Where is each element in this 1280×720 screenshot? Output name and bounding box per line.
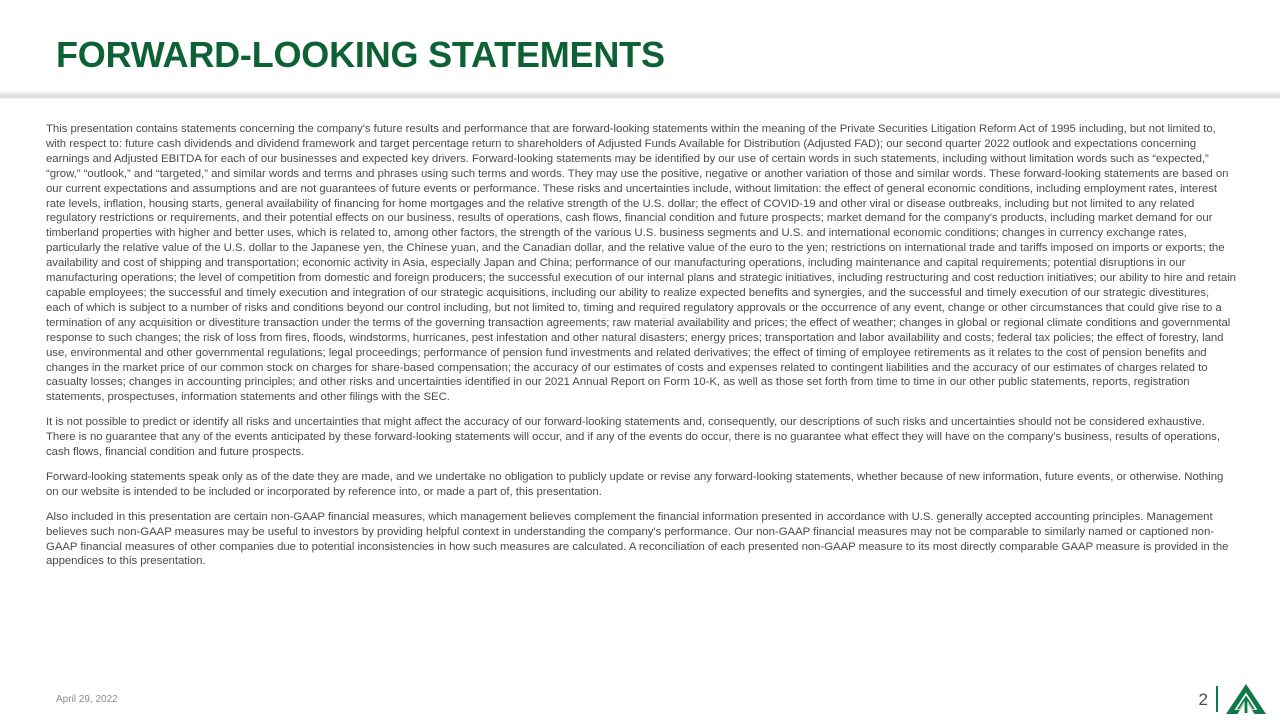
- paragraph-non-gaap-measures: Also included in this presentation are certain non-GAAP financial measures, which management believes complement the financial information presented in accordance with U.S. generally accepted accounting principles. Management believes such non-GAAP measures may be useful to investors by providing helpful context in understanding the company's performance. Our non-GAAP financial measures may not be comparable to similarly named or captioned non-GAAP financial measures of other companies due to potential inconsistencies in how such measures are calculated. A reconciliation of each presented non-GAAP measure to its most directly comparable GAAP measure is provided in the appendices to this presentation.: [46, 510, 1229, 568]
- header-divider: [0, 92, 1280, 99]
- paragraph-speak-as-of-date: Forward-looking statements speak only as of the date they are made, and we undertake no obligation to publicly update or revise any forward-looking statements, whether because of new information, future events, or otherwise. Nothing on our website is intended to be included or incorporated by reference into, or made a part of, this presentation.: [46, 470, 1224, 498]
- weyerhaeuser-triangle-logo-icon: [1226, 684, 1266, 714]
- slide-header: [0, 0, 1280, 92]
- slide-footer: [0, 672, 1280, 720]
- paragraph-no-guarantee: It is not possible to predict or identify all risks and uncertainties that might affect the accuracy of our forward-looking statements and, consequently, our descriptions of such risks and uncertainties should not be considered exhaustive. There is no guarantee that any of the events anticipated by these forward-looking statements will occur, and if any of the events do occur, there is no guarantee what effect they will have on the company's business, results of operations, cash flows, financial condition and future prospects.: [46, 416, 1220, 459]
- footer-brand-group: [1199, 682, 1266, 716]
- paragraph-legal-risk-factors: This presentation contains statements concerning the company's future results and performance that are forward-looking statements within the meaning of the Private Securities Litigation Reform Act of 1995 including, but not limited to, with respect to: future cash dividends and dividend framework and target percentage return to shareholders of Adjusted Funds Available for Distribution (Adjusted FAD); our second quarter 2022 outlook and expectations concerning earnings and Adjusted EBITDA for each of our businesses and expected key drivers. Forward-looking statements may be identified by our use of certain words in such statements, including without limitation words such as “expected,” “grow,” “outlook,” and “targeted,” and similar words and terms and phrases using such terms and words. They may use the positive, negative or another variation of those and similar words. These forward-looking statements are based on our current expectations and assumptions and are not guarantees of future events or performance. These risks and uncertainties include, without limitation: the effect of general economic conditions, including employment rates, interest rate levels, inflation, housing starts, general availability of financing for home mortgages and the relative strength of the U.S. dollar; the effect of COVID-19 and other viral or disease outbreaks, including but not limited to any related regulatory restrictions or requirements, and their potential effects on our business, results of operations, cash flows, financial condition and future prospects; market demand for the company's products, including market demand for our timberland properties with higher and better uses, which is related to, among other factors, the strength of the various U.S. business segments and U.S. and international economic conditions; changes in currency exchange rates, particularly the relative value of the U.S. dollar to the Japanese yen, the Chinese yuan, and the Canadian dollar, and the relative value of the euro to the yen; restrictions on international trade and tariffs imposed on imports or exports; the availability and cost of shipping and transportation; economic activity in Asia, especially Japan and China; performance of our manufacturing operations, including maintenance and capital requirements; potential disruptions in our manufacturing operations; the level of competition from domestic and foreign producers; the successful execution of our internal plans and strategic initiatives, including restructuring and cost reduction initiatives; our ability to hire and retain capable employees; the successful and timely execution and integration of our strategic acquisitions, including our ability to realize expected benefits and synergies, and the successful and timely execution of our strategic divestitures, each of which is subject to a number of risks and conditions beyond our control including, but not limited to, timing and required regulatory approvals or the occurrence of any event, change or other circumstances that could give rise to a termination of any acquisition or divestiture transaction under the terms of the governing transaction agreements; raw material availability and prices; the effect of weather; changes in global or regional climate conditions and governmental response to such changes; the risk of loss from fires, floods, windstorms, hurricanes, pest infestation and other natural disasters; energy prices; transportation and labor availability and costs; federal tax policies; the effect of forestry, land use, environmental and other governmental regulations; legal proceedings; performance of pension fund investments and related derivatives; the effect of timing of employee retirements as it relates to the cost of pension benefits and changes in the market price of our common stock on charges for share-based compensation; the accuracy of our estimates of costs and expenses related to contingent liabilities and the accuracy of our estimates of charges related to casualty losses; changes in accounting principles; and other risks and uncertainties identified in our 2021 Annual Report on Form 10-K, as well as those set forth from time to time in our other public statements, reports, registration statements, prospectuses, information statements and other filings with the SEC.: [46, 123, 1236, 404]
- page-title: FORWARD-LOOKING STATEMENTS: [56, 34, 665, 75]
- disclosure-body: [46, 122, 1236, 569]
- footer-date: April 29, 2022: [56, 694, 118, 705]
- page-number: 2: [1198, 689, 1208, 709]
- footer-separator: [1216, 686, 1218, 712]
